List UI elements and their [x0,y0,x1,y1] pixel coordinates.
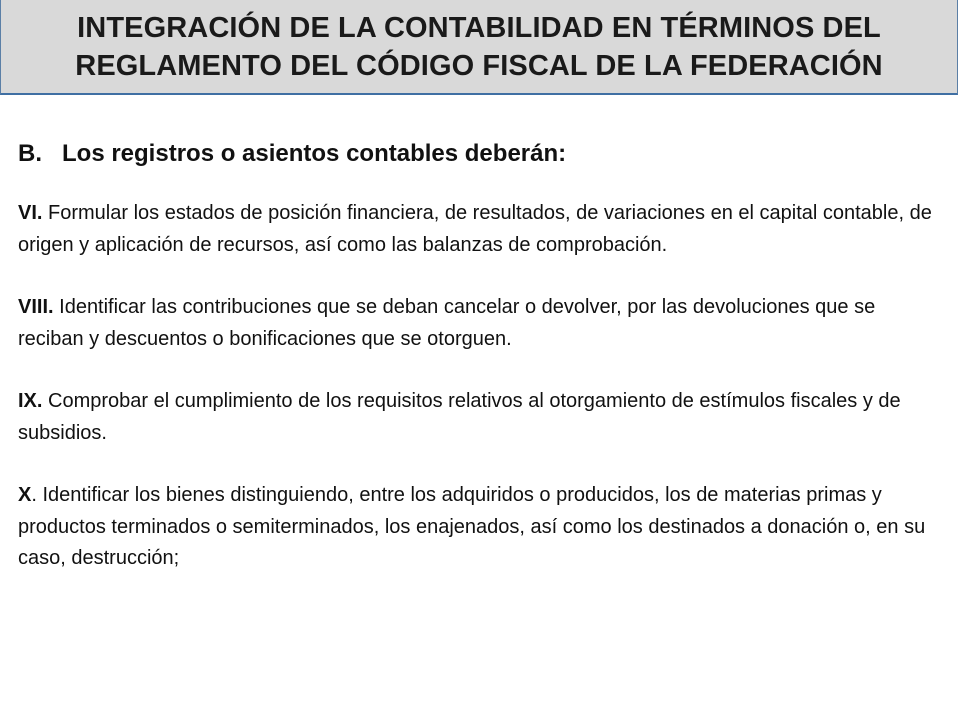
title-line-2: REGLAMENTO DEL CÓDIGO FISCAL DE LA FEDERACIÓN [75,49,883,82]
item-number: X [18,484,32,506]
item-x [18,480,938,575]
section-letter: B. [18,140,42,167]
slide-content [18,138,938,606]
title-bar [0,0,958,95]
item-number: VI. [18,202,43,224]
item-number: VIII. [18,296,54,318]
item-viii [18,292,938,355]
section-heading [18,138,938,170]
item-ix [18,386,938,449]
item-number: IX. [18,390,43,412]
title-line-1: INTEGRACIÓN DE LA CONTABILIDAD EN TÉRMINOS DEL [77,11,881,44]
item-text: Formular los estados de posición financiera, de resultados, de variaciones en el capital contable, de origen y aplicación de recursos, así como las balanzas de comprobación. [18,202,932,256]
item-text: . Identificar los bienes distinguiendo, entre los adquiridos o producidos, los de materias primas y productos terminados o semiterminados, los enajenados, así como los destinados a donación o, en su caso, destrucción; [18,484,926,569]
item-vi [18,198,938,261]
item-text: Comprobar el cumplimiento de los requisitos relativos al otorgamiento de estímulos fiscales y de subsidios. [18,390,901,444]
section-heading-text: Los registros o asientos contables deberán: [62,140,567,167]
item-text: Identificar las contribuciones que se deban cancelar o devolver, por las devoluciones que se reciban y descuentos o bonificaciones que se otorguen. [18,296,876,350]
